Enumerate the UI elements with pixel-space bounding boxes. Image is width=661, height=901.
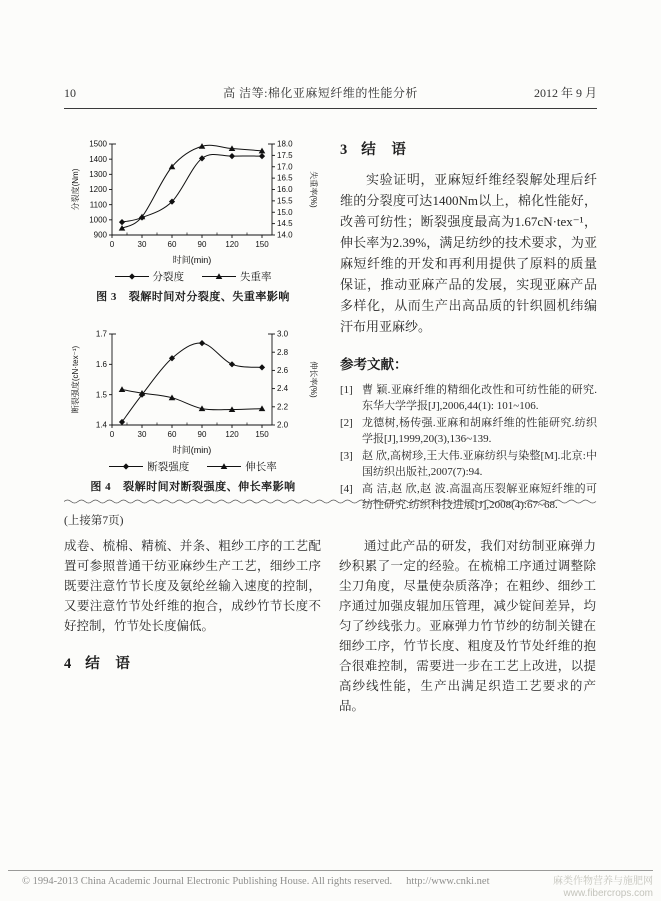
figure-4-legend (64, 459, 322, 474)
svg-text:1000: 1000 (89, 215, 107, 225)
svg-text:30: 30 (137, 240, 147, 249)
section-4-title: 结 语 (85, 656, 136, 672)
figure-3-caption (64, 288, 322, 304)
svg-text:18.0: 18.0 (277, 139, 293, 149)
watermark (553, 876, 653, 900)
section-4-heading (64, 652, 321, 673)
section-3-number: 3 (340, 142, 348, 158)
svg-text:1.7: 1.7 (95, 329, 107, 339)
svg-text:1500: 1500 (89, 139, 107, 149)
cnki-url: http://www.cnki.net (406, 876, 490, 887)
section-divider-wavy-line (64, 498, 597, 505)
figure-4-label: 图 4 (90, 481, 112, 493)
bottom-right-column (339, 536, 596, 716)
legend-item (202, 269, 272, 284)
figure-3-caption-text: 裂解时间对分裂度、失重率影响 (128, 291, 290, 303)
svg-text:1100: 1100 (89, 200, 107, 210)
legend-item (207, 459, 277, 474)
svg-text:断裂强度(cN·tex⁻¹): 断裂强度(cN·tex⁻¹) (71, 345, 80, 414)
figure-3-legend (64, 269, 322, 284)
continuation-note: (上接第7页) (64, 515, 124, 527)
svg-text:30: 30 (137, 430, 147, 439)
reference-item (340, 416, 597, 447)
svg-text:17.5: 17.5 (277, 150, 293, 160)
page-footer (22, 876, 653, 900)
reference-number: [1] (340, 384, 353, 396)
section-4-number: 4 (64, 656, 72, 672)
copyright-text: © 1994-2013 China Academic Journal Electronic Publishing House. All rights reserved. (22, 876, 393, 887)
svg-text:1300: 1300 (89, 169, 107, 179)
figure-4-chart (68, 326, 318, 457)
figure-4 (64, 326, 322, 494)
reference-number: [3] (340, 450, 353, 462)
page-header (64, 84, 597, 109)
footer-divider (8, 870, 653, 871)
legend-label: 分裂度 (152, 272, 184, 283)
svg-text:2.4: 2.4 (277, 384, 289, 394)
svg-text:2.2: 2.2 (277, 402, 289, 412)
svg-text:2.6: 2.6 (277, 366, 289, 375)
legend-item (109, 459, 189, 474)
svg-text:0: 0 (109, 240, 115, 249)
reference-number: [2] (340, 417, 353, 429)
svg-text:17.0: 17.0 (277, 162, 293, 172)
svg-text:90: 90 (197, 430, 207, 439)
bottom-section (64, 512, 597, 716)
svg-text:16.0: 16.0 (277, 185, 293, 195)
reference-number: [4] (340, 483, 353, 495)
issue-date: 2012 年 9 月 (533, 86, 597, 100)
watermark-site-url: www.fibercrops.com (563, 888, 653, 899)
references-heading: 参考文献： (340, 357, 408, 372)
svg-text:时间(min): 时间(min) (172, 255, 212, 265)
svg-text:15.5: 15.5 (277, 196, 293, 206)
svg-text:1400: 1400 (89, 154, 107, 164)
svg-text:60: 60 (167, 240, 177, 249)
svg-text:时间(min): 时间(min) (172, 445, 212, 455)
svg-text:60: 60 (167, 430, 177, 439)
reference-text: 曹 颖.亚麻纤维的精细化改性和可纺性能的研究.东华大学学报[J],2006,44(1): 101~106. (362, 384, 597, 412)
running-title: 高 洁等:棉化亚麻短纤维的性能分析 (223, 86, 418, 100)
reference-text: 龙德树,杨传强.亚麻和胡麻纤维的性能研究.纺织学报[J],1999,20(3),136~139. (362, 417, 597, 445)
experience-paragraph: 通过此产品的研发，我们对纺制亚麻弹力纱积累了一定的经验。在梳棉工序通过调整除尘刀角度，尽量使杂质落净；在粗纱、细纱工序通过加强皮辊加压管理，减少锭间差异，均匀了纱线张力。亚麻弹力竹节纱的纺制关键在细纱工序，竹节长度、粗度及竹节处纤维的抱合很难控制，需要进一步在工艺上改进，以提高纱线性能，生产出满足织造工艺要求的产品。 (339, 539, 596, 713)
figure-3-chart (68, 136, 318, 267)
svg-text:0: 0 (109, 430, 115, 439)
svg-text:1200: 1200 (89, 185, 107, 195)
svg-text:2.0: 2.0 (277, 420, 289, 430)
legend-label: 断裂强度 (147, 462, 190, 473)
svg-text:150: 150 (255, 430, 269, 439)
svg-text:失重率(%): 失重率(%) (309, 171, 318, 208)
continued-paragraph: 成卷、梳棉、精梳、并条、粗纱工序的工艺配置可参照普通干纺亚麻纱生产工艺，细纱工序既要注意竹节长度及氨纶丝输入速度的控制，又要注意竹节处纤维的抱合，成纱竹节长度不好控制，竹节处长度偏低。 (64, 539, 321, 633)
svg-text:90: 90 (197, 240, 207, 249)
reference-item (340, 449, 597, 480)
svg-text:14.0: 14.0 (277, 230, 293, 240)
section-3-title: 结 语 (361, 142, 412, 158)
figures-column (64, 136, 322, 515)
svg-text:1.6: 1.6 (95, 359, 107, 369)
reference-item (340, 383, 597, 414)
figure-4-caption (64, 478, 322, 494)
svg-text:分裂度(Nm): 分裂度(Nm) (71, 168, 80, 211)
svg-text:3.0: 3.0 (277, 329, 289, 339)
figure-3-label: 图 3 (96, 291, 117, 303)
legend-item (115, 269, 185, 284)
top-section (64, 136, 597, 515)
reference-text: 高 洁,赵 欣,赵 波.高温高压裂解亚麻短纤维的可纺性研究.纺织科技进展[J],2008(4):67~68. (362, 483, 597, 511)
svg-text:120: 120 (225, 430, 239, 439)
svg-text:伸长率(%): 伸长率(%) (309, 361, 318, 398)
figure-3 (64, 136, 322, 304)
svg-text:14.5: 14.5 (277, 219, 293, 229)
legend-label: 失重率 (240, 272, 272, 283)
reference-text: 赵 欣,高树珍,王大伟.亚麻纺织与染整[M].北京:中国纺织出版社,2007(7):94. (362, 450, 597, 478)
watermark-site-name: 麻类作物营养与施肥网 (553, 876, 653, 887)
bottom-left-column (64, 536, 321, 716)
references-list (340, 383, 597, 513)
figure-4-caption-text: 裂解时间对断裂强度、伸长率影响 (123, 481, 296, 493)
svg-text:2.8: 2.8 (277, 347, 289, 357)
svg-text:150: 150 (255, 240, 269, 249)
svg-text:16.5: 16.5 (277, 173, 293, 183)
svg-text:1.4: 1.4 (95, 420, 107, 430)
section-3-heading (340, 138, 597, 159)
svg-text:15.0: 15.0 (277, 207, 293, 217)
text-column (340, 136, 597, 515)
svg-text:900: 900 (93, 230, 107, 240)
page-number: 10 (64, 86, 76, 100)
svg-text:120: 120 (225, 240, 239, 249)
legend-label: 伸长率 (245, 462, 277, 473)
svg-text:1.5: 1.5 (95, 390, 107, 400)
section-3-paragraph: 实验证明，亚麻短纤维经裂解处理后纤维的分裂度可达1400Nm以上，棉化性能好，改善可纺性；断裂强度最高为1.67cN·tex⁻¹，伸长率为2.39%，满足纺纱的技术要求，为亚麻短纤维的开发和再利用提供了原料的质量保证，推动亚麻产品的发展，实现亚麻产品多样化，从而生产出高品质的针织圆机纬编汗布用亚麻纱。 (340, 172, 597, 334)
